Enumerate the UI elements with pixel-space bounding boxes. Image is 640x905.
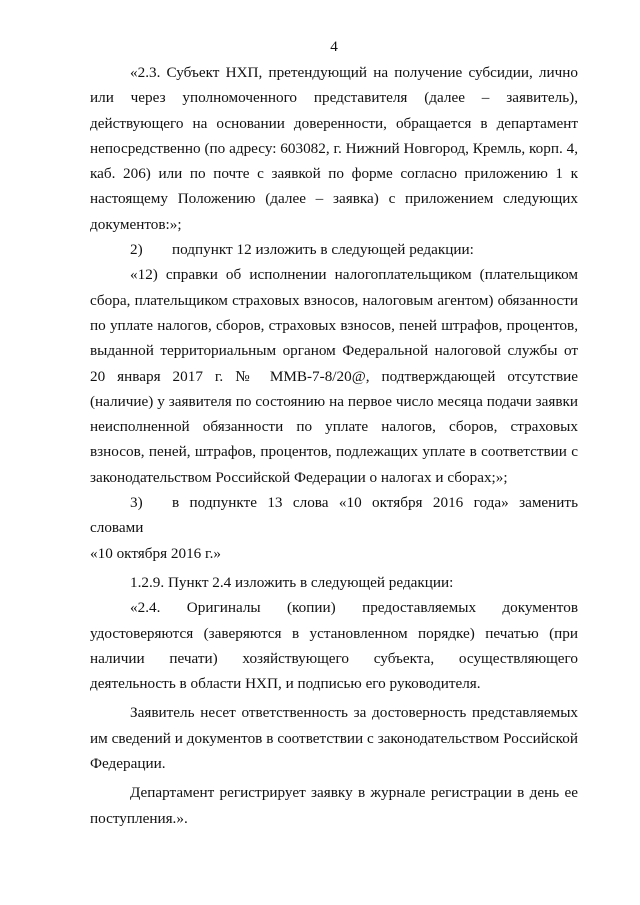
paragraph-12: «12) справки об исполнении налогоплательщиком (плательщиком сбора, плательщиком страховых взносов, налоговым агентом) обязанности по уплате налогов, сборов, страховых взносов, пеней штрафов, процентов, выданной территориальным органом Федеральной налоговой службы от 20 января 2017 г. № ММВ-7-8/20@, подтверждающей отсутствие (наличие) у заявителя по состоянию на первое число месяца подачи заявки неисполненной обязанности по уплате налогов, сборов, страховых взносов, пеней, штрафов, процентов, подлежащих уплате в соответствии с законодательством Российской Федерации о налогах и сборах;»; [90, 266, 578, 486]
list-marker-3: 3) [130, 494, 143, 512]
paragraph-2-4: «2.4. Оригиналы (копии) предоставляемых документов удостоверяются (заверяются в установленном порядке) печатью (при наличии печати) хозяйствующего субъекта, осуществляющего деятельность в области НХП, и подписью его руководителя. [90, 599, 578, 693]
page-number: 4 [330, 38, 338, 55]
list-item-2 [90, 237, 578, 262]
list-item-3 [90, 490, 578, 541]
list-text-2: подпункт 12 изложить в следующей редакции: [172, 241, 474, 259]
paragraph-date-continuation: «10 октября 2016 г.» [90, 544, 221, 562]
paragraph-2-3: «2.3. Субъект НХП, претендующий на получение субсидии, лично или через уполномоченного представителя (далее – заявитель), действующего на основании доверенности, обращается в департамент непосредственно (по адресу: 603082, г. Нижний Новгород, Кремль, корп. 4, каб. 206) или по почте с заявкой по форме согласно приложению 1 к настоящему Положению (далее – заявка) с приложением следующих документов:»; [90, 64, 578, 233]
paragraph-responsibility: Заявитель несет ответственность за достоверность представляемых им сведений и документов в соответствии с законодательством Российской Федерации. [90, 704, 578, 773]
list-text-3: в подпункте 13 слова «10 октября 2016 года» заменить словами [90, 494, 578, 537]
paragraph-1-2-9: 1.2.9. Пункт 2.4 изложить в следующей редакции: [130, 573, 454, 591]
paragraph-registration: Департамент регистрирует заявку в журнале регистрации в день ее поступления.». [90, 784, 578, 827]
list-marker-2: 2) [130, 241, 143, 259]
